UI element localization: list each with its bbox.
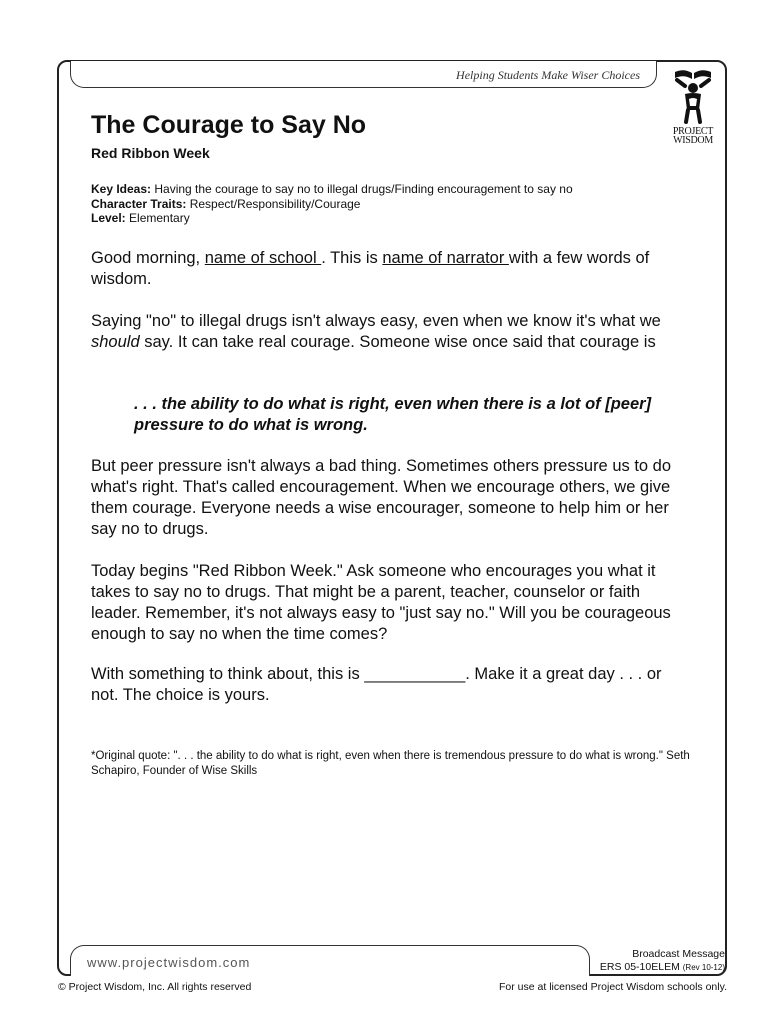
narrator-name-blank: name of narrator [382, 249, 509, 267]
subtitle: Red Ribbon Week [91, 145, 210, 161]
school-name-blank: name of school [204, 249, 322, 267]
paragraph-courage: Saying "no" to illegal drugs isn't always easy, even when we know it's what we should say. It can take real courage. Someone wise once said that courage is [91, 312, 661, 351]
lesson-meta [91, 182, 573, 226]
footnote: *Original quote: ". . . the ability to do what is right, even when there is tremendous pressure to do what is wrong." Seth Schapiro, Founder of Wise Skills [91, 750, 690, 777]
courage-quote: . . . the ability to do what is right, even when there is a lot of [peer] pressure to do what is wrong. [134, 395, 652, 434]
copyright: © Project Wisdom, Inc. All rights reserved [58, 981, 252, 993]
logo-wordmark: PROJECT WISDOM [672, 126, 714, 146]
character-traits: Character Traits: Respect/Responsibility/Courage [91, 196, 361, 211]
website-link[interactable]: www.projectwisdom.com [87, 955, 251, 970]
footer-tab [70, 945, 590, 976]
license-notice: For use at licensed Project Wisdom schools only. [499, 981, 727, 993]
level: Level: Elementary [91, 211, 190, 225]
broadcast-info: Broadcast Message ERS 05-10ELEM (Rev 10-12) [599, 948, 725, 973]
key-ideas: Key Ideas: Having the courage to say no to illegal drugs/Finding encouragement to say no [91, 182, 573, 196]
paragraph-red-ribbon: Today begins "Red Ribbon Week." Ask someone who encourages you what it takes to say no to drugs. That might be a parent, teacher, counselor or faith leader. Remember, it's not always easy to "just say no." Will you be courageous enough to say no when the time comes? [91, 562, 671, 643]
project-wisdom-logo [663, 66, 723, 148]
paragraph-greeting: Good morning, name of school . This is name of narrator with a few words of wisdom. [91, 249, 650, 288]
paragraph-closing: With something to think about, this is ___________. Make it a great day . . . or not. The choice is yours. [91, 665, 662, 704]
tagline: Helping Students Make Wiser Choices [456, 68, 640, 82]
paragraph-peer-pressure: But peer pressure isn't always a bad thing. Sometimes others pressure us to do what's right. That's called encouragement. When we encourage others, we give them courage. Everyone needs a wise encourager, someone to help him or her say no to drugs. [91, 457, 672, 538]
book-figure-icon [671, 66, 715, 126]
narrator-blank: ___________ [364, 665, 466, 683]
page-title: The Courage to Say No [91, 111, 367, 139]
header-tab [70, 61, 657, 88]
